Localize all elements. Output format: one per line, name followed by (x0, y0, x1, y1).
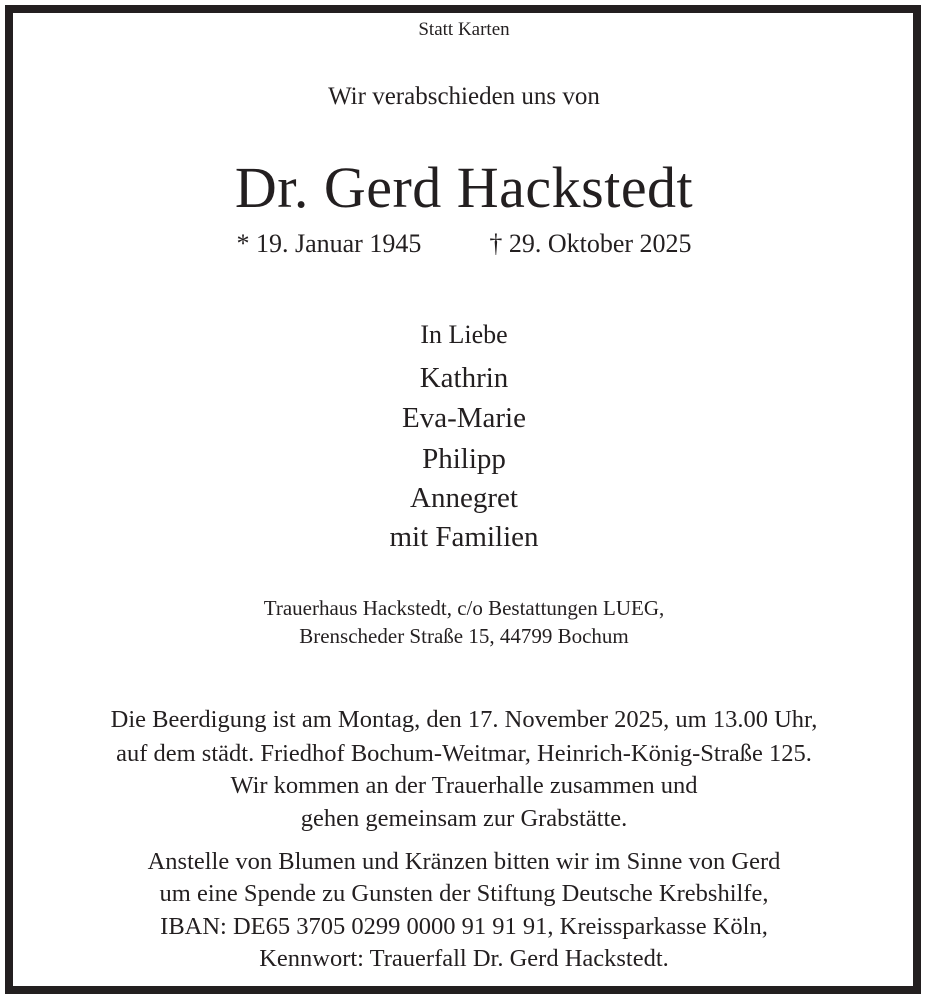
address-line: Trauerhaus Hackstedt, c/o Bestattungen LUEG, (263, 596, 665, 620)
donation-line: IBAN: DE65 3705 0299 0000 91 91 91, Kreissparkasse Köln, (160, 913, 768, 940)
mourner-name: Kathrin (419, 362, 509, 394)
funeral-line: Die Beerdigung ist am Montag, den 17. November 2025, um 13.00 Uhr, (110, 706, 818, 733)
mourner-name: Philipp (422, 443, 506, 475)
mourner-name: mit Familien (389, 521, 539, 553)
statt-karten: Statt Karten (418, 19, 510, 40)
mourner-name: Annegret (410, 482, 518, 514)
address-line: Brenscheder Straße 15, 44799 Bochum (299, 624, 629, 648)
donation-line: um eine Spende zu Gunsten der Stiftung Deutsche Krebshilfe, (159, 880, 769, 907)
in-liebe-heading: In Liebe (420, 320, 508, 349)
death-date: † 29. Oktober 2025 (489, 229, 692, 258)
mourner-name: Eva-Marie (402, 402, 526, 434)
intro-text: Wir verabschieden uns von (328, 83, 600, 110)
deceased-name: Dr. Gerd Hackstedt (234, 155, 694, 220)
funeral-line: Wir kommen an der Trauerhalle zusammen und (230, 772, 698, 799)
birth-date: * 19. Januar 1945 (236, 229, 422, 258)
funeral-line: gehen gemeinsam zur Grabstätte. (300, 805, 628, 832)
funeral-line: auf dem städt. Friedhof Bochum-Weitmar, Heinrich-König-Straße 125. (116, 740, 812, 767)
donation-line: Kennwort: Trauerfall Dr. Gerd Hackstedt. (259, 945, 669, 972)
donation-line: Anstelle von Blumen und Kränzen bitten wir im Sinne von Gerd (147, 848, 781, 875)
life-dates (0, 229, 928, 259)
